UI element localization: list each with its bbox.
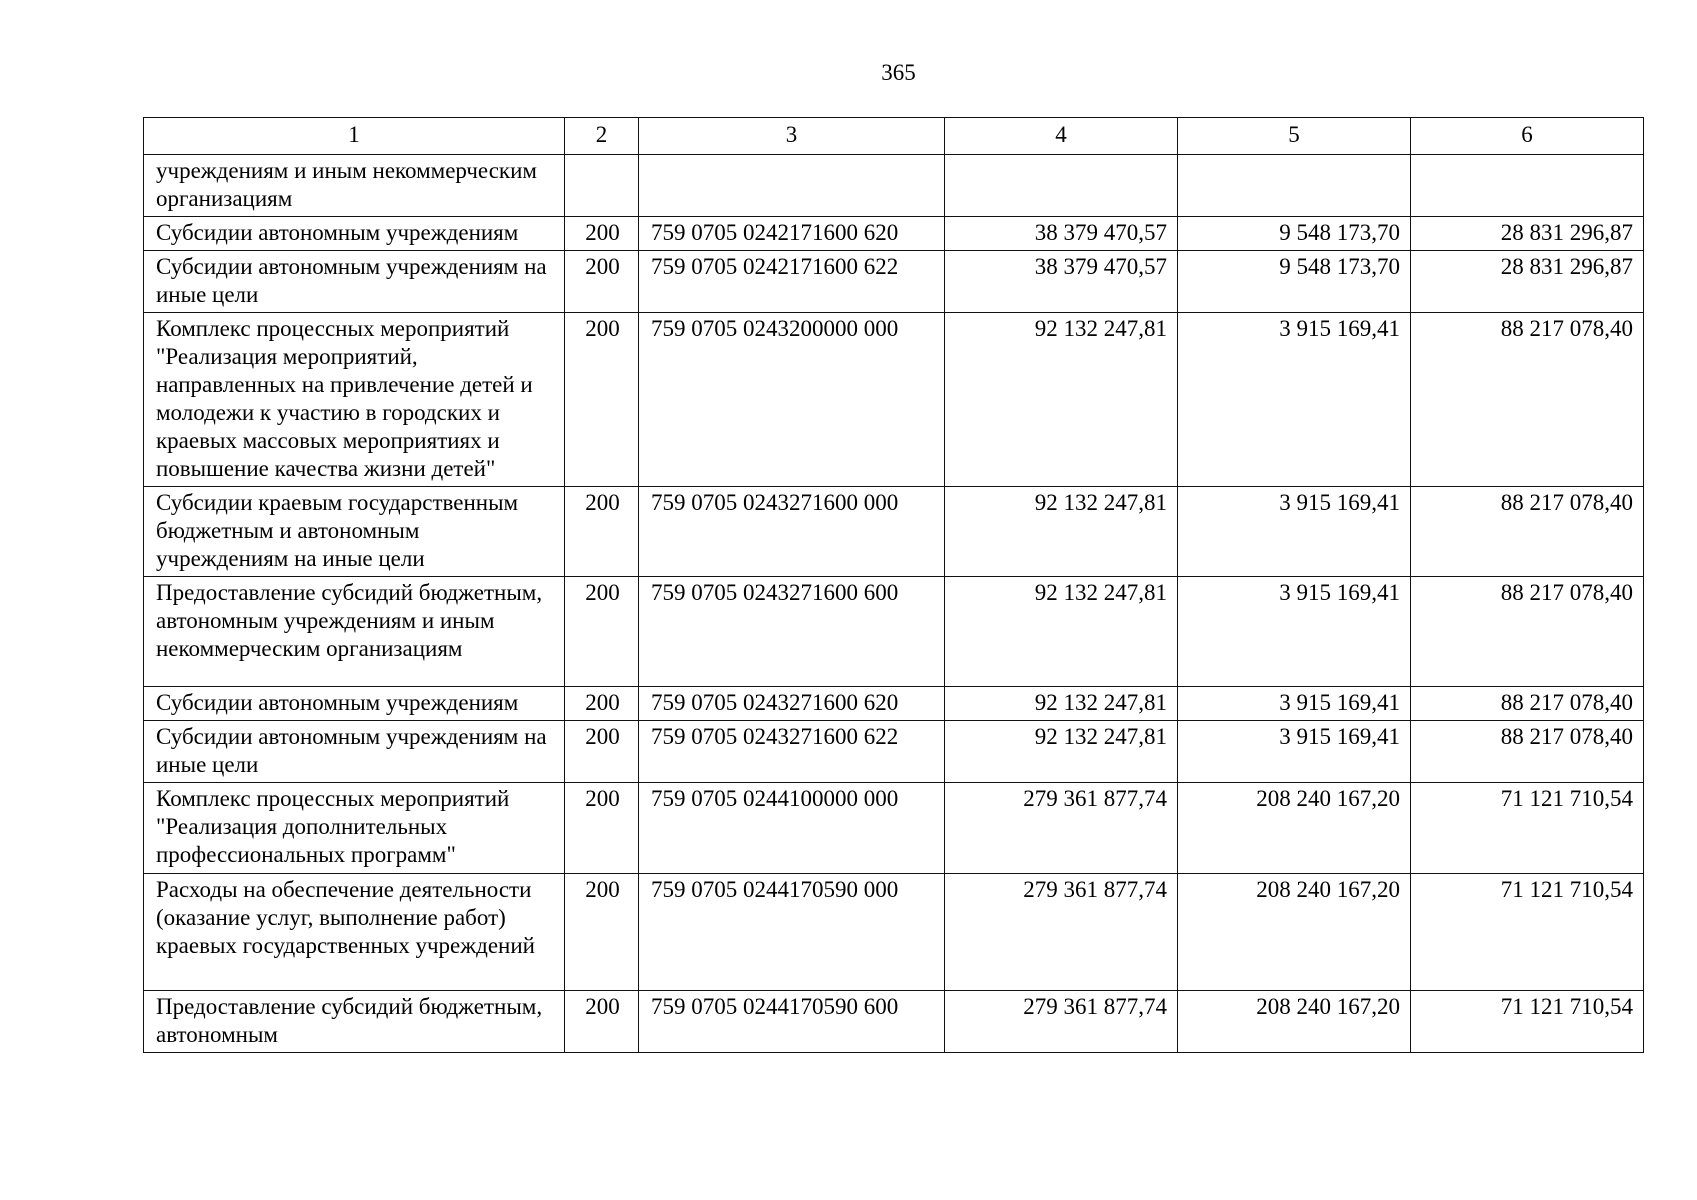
- row-col5-cell: [1178, 155, 1411, 217]
- row-code-cell: 200: [565, 251, 639, 313]
- table-row: [144, 783, 1644, 874]
- row-classification-cell: 759 0705 0244170590 000: [639, 874, 945, 991]
- row-col5-cell: 3 915 169,41: [1178, 487, 1411, 577]
- table-row: [144, 991, 1644, 1053]
- table-body: [144, 155, 1644, 1053]
- table-row: [144, 251, 1644, 313]
- row-code-cell: 200: [565, 874, 639, 991]
- row-col6-cell: 28 831 296,87: [1411, 217, 1644, 251]
- row-classification-cell: 759 0705 0243271600 622: [639, 721, 945, 783]
- table-row: [144, 313, 1644, 487]
- row-name-cell: Субсидии автономным учреждениям: [144, 217, 565, 251]
- row-name-cell: Расходы на обеспечение деятельности (оказание услуг, выполнение работ) краевых государственных учреждений: [144, 874, 565, 991]
- row-col4-cell: 38 379 470,57: [945, 251, 1178, 313]
- header-col-5: 5: [1178, 118, 1411, 155]
- row-name-cell: Субсидии автономным учреждениям на иные цели: [144, 721, 565, 783]
- header-col-1: 1: [144, 118, 565, 155]
- budget-table: [143, 117, 1644, 1053]
- row-code-cell: 200: [565, 487, 639, 577]
- row-col6-cell: 88 217 078,40: [1411, 577, 1644, 687]
- row-col5-cell: 208 240 167,20: [1178, 874, 1411, 991]
- row-col6-cell: 71 121 710,54: [1411, 874, 1644, 991]
- row-col6-cell: 71 121 710,54: [1411, 783, 1644, 874]
- row-code-cell: 200: [565, 577, 639, 687]
- row-col4-cell: 92 132 247,81: [945, 313, 1178, 487]
- row-name-cell: Комплекс процессных мероприятий "Реализация дополнительных профессиональных программ": [144, 783, 565, 874]
- row-col4-cell: [945, 155, 1178, 217]
- row-classification-cell: 759 0705 0244100000 000: [639, 783, 945, 874]
- row-col6-cell: 88 217 078,40: [1411, 687, 1644, 721]
- table-row: [144, 874, 1644, 991]
- table-row: [144, 487, 1644, 577]
- row-col5-cell: 3 915 169,41: [1178, 721, 1411, 783]
- row-col5-cell: 3 915 169,41: [1178, 313, 1411, 487]
- row-col6-cell: 88 217 078,40: [1411, 487, 1644, 577]
- row-code-cell: 200: [565, 687, 639, 721]
- table-row: [144, 155, 1644, 217]
- row-classification-cell: 759 0705 0242171600 622: [639, 251, 945, 313]
- row-col4-cell: 279 361 877,74: [945, 783, 1178, 874]
- row-col6-cell: 88 217 078,40: [1411, 721, 1644, 783]
- row-col4-cell: 92 132 247,81: [945, 687, 1178, 721]
- row-col4-cell: 92 132 247,81: [945, 577, 1178, 687]
- row-classification-cell: 759 0705 0243271600 000: [639, 487, 945, 577]
- row-code-cell: 200: [565, 991, 639, 1053]
- table-row: [144, 577, 1644, 687]
- table-header-row: [144, 118, 1644, 155]
- row-name-cell: Субсидии автономным учреждениям: [144, 687, 565, 721]
- header-col-6: 6: [1411, 118, 1644, 155]
- row-classification-cell: 759 0705 0242171600 620: [639, 217, 945, 251]
- row-col4-cell: 92 132 247,81: [945, 487, 1178, 577]
- row-col5-cell: 9 548 173,70: [1178, 251, 1411, 313]
- row-col4-cell: 279 361 877,74: [945, 874, 1178, 991]
- row-col6-cell: 88 217 078,40: [1411, 313, 1644, 487]
- row-classification-cell: 759 0705 0244170590 600: [639, 991, 945, 1053]
- row-classification-cell: 759 0705 0243271600 620: [639, 687, 945, 721]
- header-col-3: 3: [639, 118, 945, 155]
- row-code-cell: 200: [565, 783, 639, 874]
- row-col4-cell: 92 132 247,81: [945, 721, 1178, 783]
- row-col6-cell: 71 121 710,54: [1411, 991, 1644, 1053]
- page-number: 365: [881, 60, 916, 85]
- row-name-cell: Комплекс процессных мероприятий "Реализация мероприятий, направленных на привлечение детей и молодежи к участию в городских и краевых массовых мероприятиях и повышение качества жизни детей": [144, 313, 565, 487]
- row-col4-cell: 279 361 877,74: [945, 991, 1178, 1053]
- table-row: [144, 721, 1644, 783]
- row-classification-cell: [639, 155, 945, 217]
- row-code-cell: 200: [565, 313, 639, 487]
- row-name-cell: Предоставление субсидий бюджетным, автономным: [144, 991, 565, 1053]
- header-col-4: 4: [945, 118, 1178, 155]
- row-classification-cell: 759 0705 0243200000 000: [639, 313, 945, 487]
- row-name-cell: Предоставление субсидий бюджетным, автономным учреждениям и иным некоммерческим организациям: [144, 577, 565, 687]
- row-col4-cell: 38 379 470,57: [945, 217, 1178, 251]
- header-col-2: 2: [565, 118, 639, 155]
- row-code-cell: [565, 155, 639, 217]
- row-name-cell: Субсидии автономным учреждениям на иные цели: [144, 251, 565, 313]
- row-col5-cell: 9 548 173,70: [1178, 217, 1411, 251]
- row-col6-cell: [1411, 155, 1644, 217]
- table-row: [144, 217, 1644, 251]
- table-row: [144, 687, 1644, 721]
- row-name-cell: учреждениям и иным некоммерческим организациям: [144, 155, 565, 217]
- row-col5-cell: 208 240 167,20: [1178, 991, 1411, 1053]
- row-col6-cell: 28 831 296,87: [1411, 251, 1644, 313]
- row-col5-cell: 3 915 169,41: [1178, 687, 1411, 721]
- row-col5-cell: 3 915 169,41: [1178, 577, 1411, 687]
- row-code-cell: 200: [565, 721, 639, 783]
- row-name-cell: Субсидии краевым государственным бюджетным и автономным учреждениям на иные цели: [144, 487, 565, 577]
- row-classification-cell: 759 0705 0243271600 600: [639, 577, 945, 687]
- row-code-cell: 200: [565, 217, 639, 251]
- row-col5-cell: 208 240 167,20: [1178, 783, 1411, 874]
